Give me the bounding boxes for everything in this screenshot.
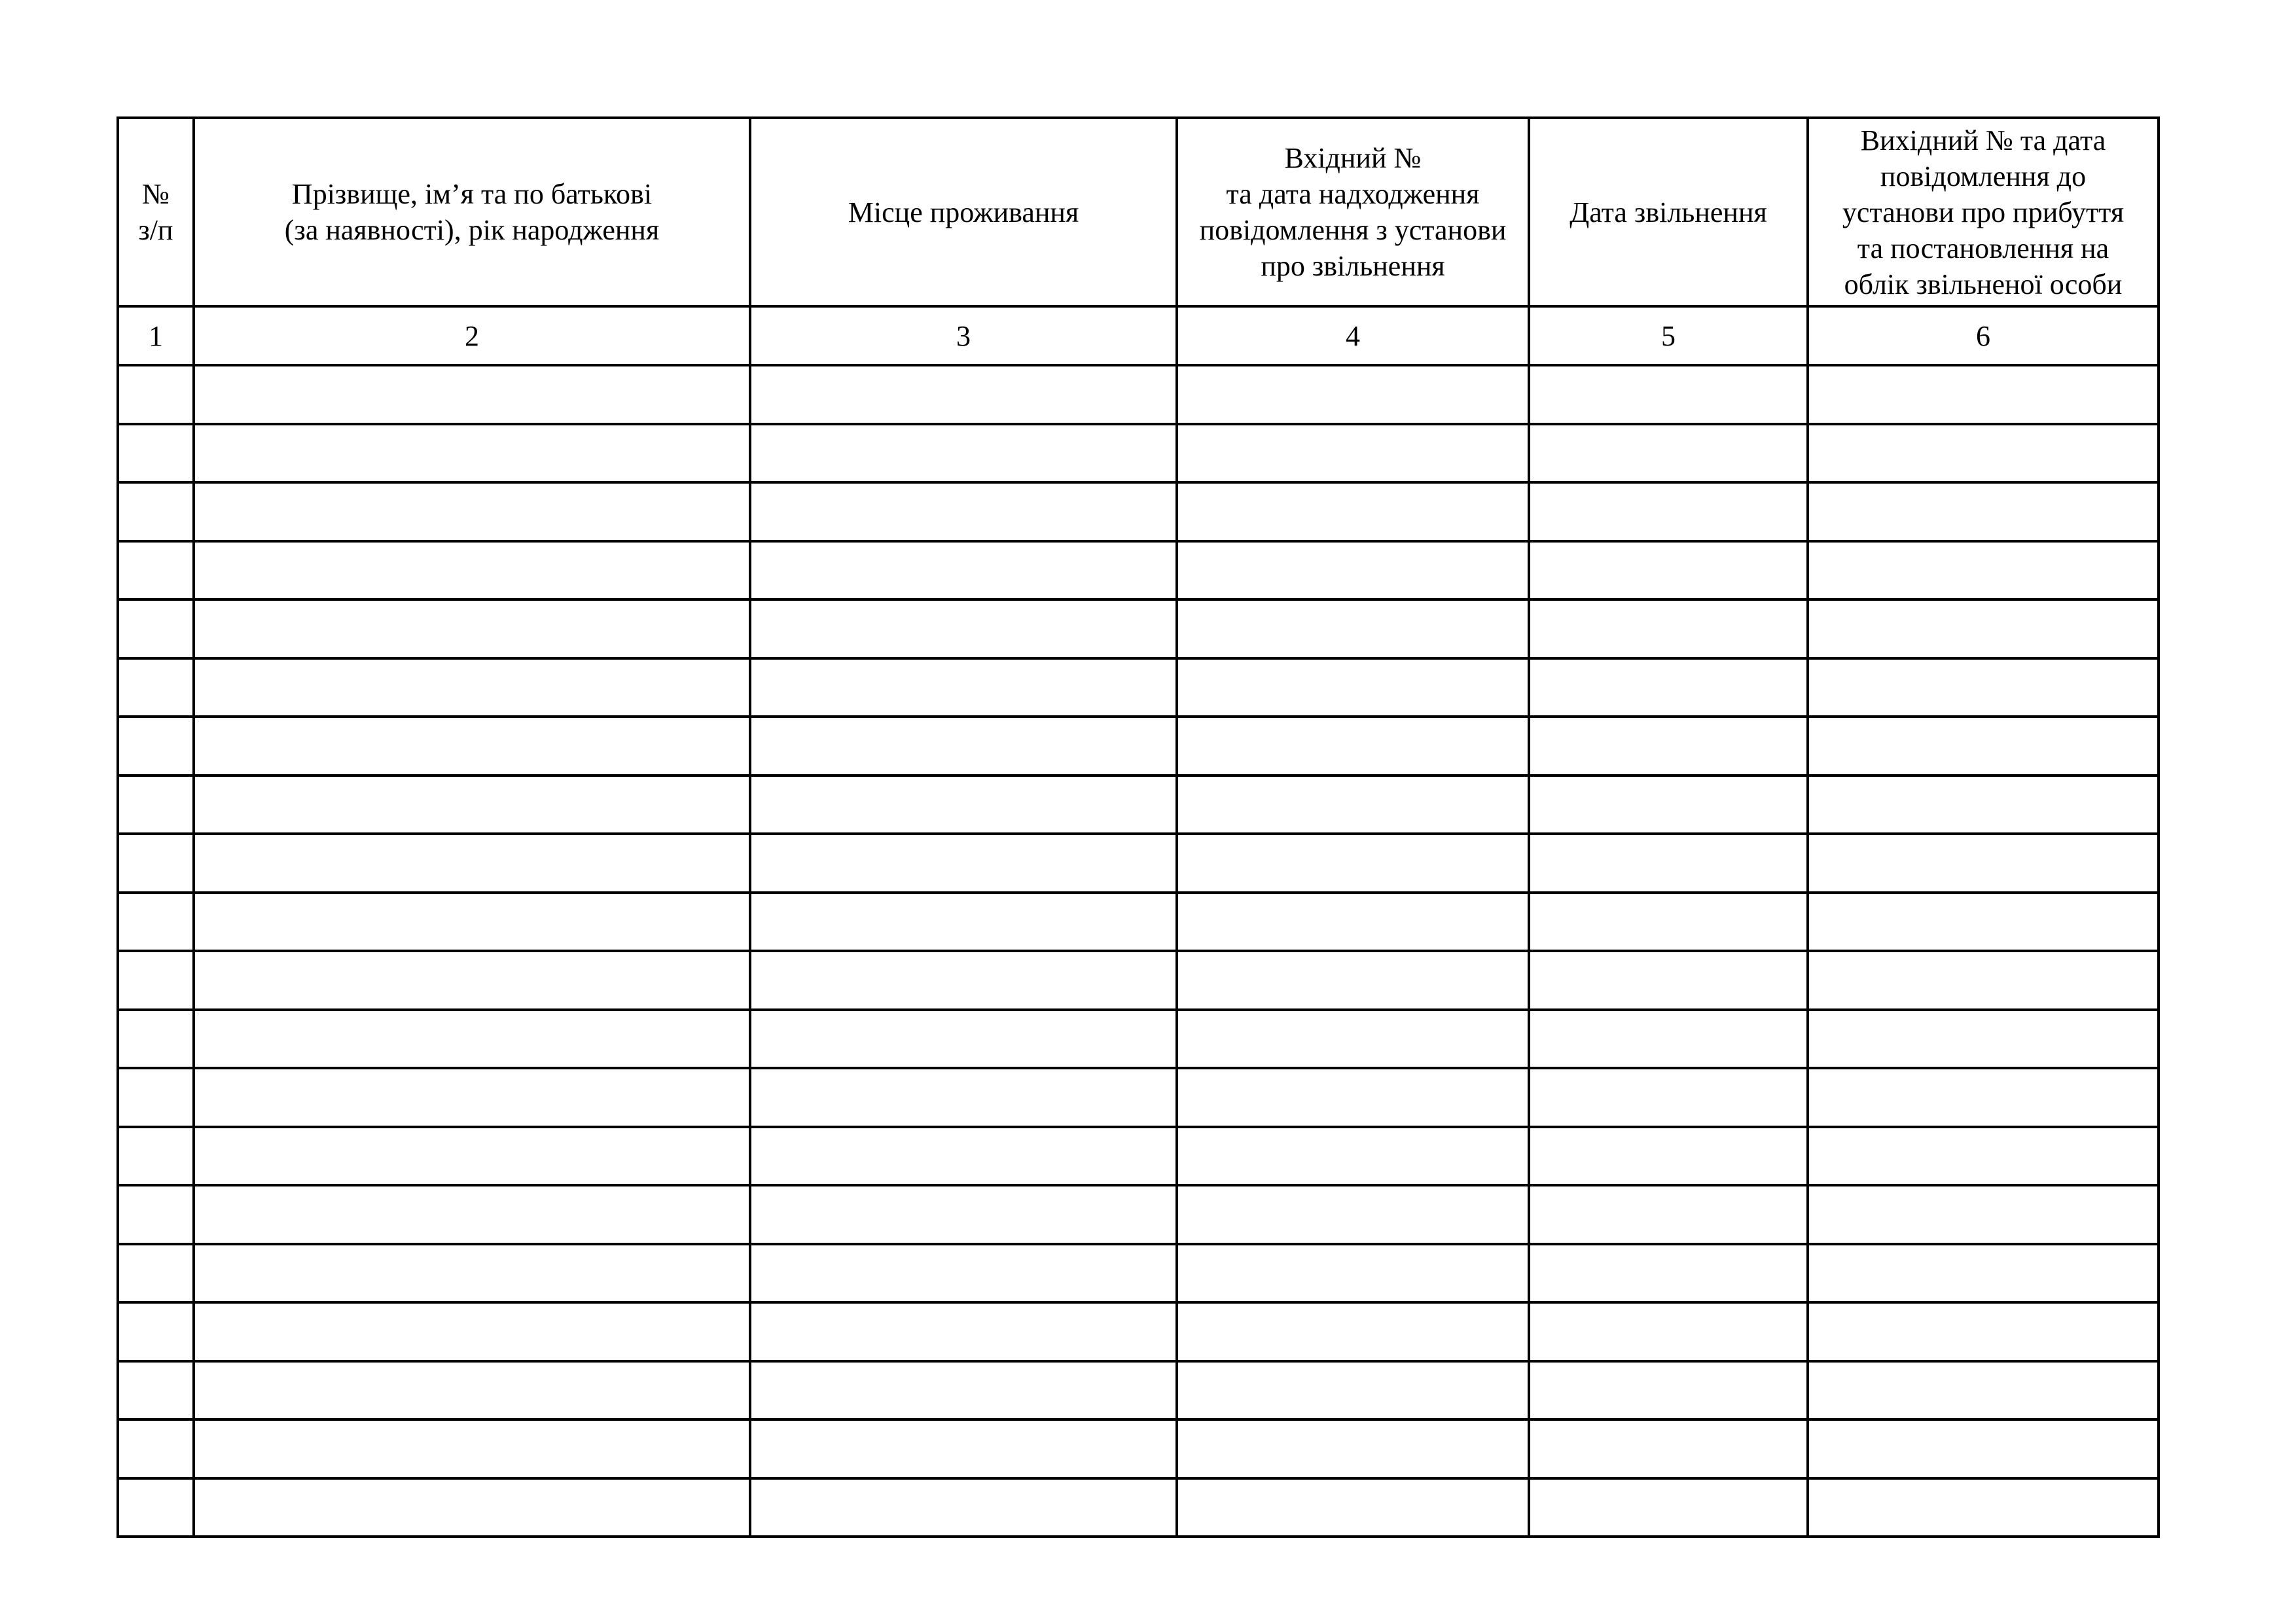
table-cell[interactable] [1177,1361,1529,1420]
table-cell[interactable] [1808,717,2159,776]
header-cell-outgoing-notice: Вихідний № та дата повідомлення до установи про прибуття та постановлення на облік звільненої особи [1808,118,2159,306]
table-row [118,1010,2159,1069]
table-cell[interactable] [1529,658,1808,717]
table-row [118,541,2159,600]
table-cell[interactable] [1808,834,2159,893]
table-cell[interactable] [750,541,1177,600]
table-cell[interactable] [194,1244,750,1303]
table-cell[interactable] [194,1010,750,1069]
table-cell[interactable] [1177,834,1529,893]
table-cell[interactable] [1529,951,1808,1010]
table-cell[interactable] [1177,1127,1529,1186]
table-cell[interactable] [750,365,1177,424]
table-cell[interactable] [1529,1419,1808,1478]
table-cell[interactable] [1529,1068,1808,1127]
table-cell[interactable] [1529,541,1808,600]
table-row [118,1361,2159,1420]
table-cell[interactable] [1808,658,2159,717]
table-cell[interactable] [1808,893,2159,952]
table-cell[interactable] [118,1185,194,1244]
table-cell[interactable] [1808,1068,2159,1127]
table-cell[interactable] [1808,1244,2159,1303]
table-cell[interactable] [750,424,1177,483]
header-cell-number: № з/п [118,118,194,306]
table-cell[interactable] [1177,365,1529,424]
table-cell[interactable] [1529,482,1808,541]
table-cell[interactable] [750,1419,1177,1478]
table-row [118,658,2159,717]
table-cell[interactable] [1529,776,1808,834]
table-cell[interactable] [1529,1302,1808,1361]
table-cell[interactable] [194,1185,750,1244]
table-cell[interactable] [194,365,750,424]
table-cell[interactable] [118,1361,194,1420]
table-cell[interactable] [1808,541,2159,600]
table-cell[interactable] [1177,1302,1529,1361]
table-cell[interactable] [118,893,194,952]
table-cell[interactable] [194,424,750,483]
table-cell[interactable] [118,1127,194,1186]
table-cell[interactable] [1808,482,2159,541]
table-cell[interactable] [750,1244,1177,1303]
table-cell[interactable] [118,1244,194,1303]
table-cell[interactable] [1177,1244,1529,1303]
table-cell[interactable] [1529,1127,1808,1186]
header-cell-release-date: Дата звільнення [1529,118,1808,306]
column-number: 5 [1529,306,1808,365]
column-number: 2 [194,306,750,365]
table-cell[interactable] [194,1478,750,1537]
table-cell[interactable] [194,482,750,541]
column-number: 4 [1177,306,1529,365]
table-cell[interactable] [750,599,1177,658]
table-row [118,893,2159,952]
table-cell[interactable] [118,951,194,1010]
table-cell[interactable] [1808,951,2159,1010]
table-cell[interactable] [1529,834,1808,893]
table-row [118,1185,2159,1244]
table-cell[interactable] [118,365,194,424]
table-cell[interactable] [1177,951,1529,1010]
table-cell[interactable] [1177,893,1529,952]
form-sheet [117,116,2160,1538]
table-cell[interactable] [750,776,1177,834]
table-row [118,424,2159,483]
table-cell[interactable] [118,1010,194,1069]
header-cell-full-name: Прізвище, ім’я та по батькові (за наявності), рік народження [194,118,750,306]
table-cell[interactable] [750,658,1177,717]
table-row [118,1419,2159,1478]
table-cell[interactable] [118,717,194,776]
table-cell[interactable] [750,1478,1177,1537]
table-cell[interactable] [1808,1361,2159,1420]
table-cell[interactable] [1808,1127,2159,1186]
table-cell[interactable] [1177,658,1529,717]
table-row [118,834,2159,893]
table-cell[interactable] [1177,776,1529,834]
table-row [118,951,2159,1010]
table-cell[interactable] [118,1419,194,1478]
table-cell[interactable] [118,1478,194,1537]
table-cell[interactable] [1529,717,1808,776]
column-number: 6 [1808,306,2159,365]
table-cell[interactable] [118,834,194,893]
table-cell[interactable] [194,951,750,1010]
table-cell[interactable] [750,893,1177,952]
table-cell[interactable] [1177,1068,1529,1127]
column-number-row [118,306,2159,365]
table-cell[interactable] [1808,1010,2159,1069]
header-row [118,118,2159,306]
table-cell[interactable] [118,599,194,658]
table-cell[interactable] [1177,541,1529,600]
table-cell[interactable] [1808,1185,2159,1244]
header-cell-incoming-notice: Вхідний № та дата надходження повідомлення з установи про звільнення [1177,118,1529,306]
table-cell[interactable] [1529,1185,1808,1244]
table-cell[interactable] [1529,1478,1808,1537]
table-cell[interactable] [750,1185,1177,1244]
table-cell[interactable] [118,424,194,483]
table-cell[interactable] [750,1010,1177,1069]
table-row [118,717,2159,776]
table-row [118,1302,2159,1361]
table-cell[interactable] [1808,599,2159,658]
table-cell[interactable] [1808,1302,2159,1361]
table-cell[interactable] [1808,1478,2159,1537]
table-cell[interactable] [194,1361,750,1420]
table-cell[interactable] [1808,365,2159,424]
table-cell[interactable] [194,776,750,834]
column-number: 3 [750,306,1177,365]
table-cell[interactable] [194,1419,750,1478]
table-cell[interactable] [1529,1244,1808,1303]
table-cell[interactable] [750,1302,1177,1361]
table-cell[interactable] [1529,1010,1808,1069]
table-cell[interactable] [750,1127,1177,1186]
table-cell[interactable] [1529,365,1808,424]
table-cell[interactable] [1529,893,1808,952]
table-cell[interactable] [118,482,194,541]
table-cell[interactable] [1177,1419,1529,1478]
table-cell[interactable] [194,717,750,776]
table-cell[interactable] [118,776,194,834]
table-cell[interactable] [118,1068,194,1127]
table-cell[interactable] [1529,1361,1808,1420]
table-row [118,365,2159,424]
table-cell[interactable] [1177,1010,1529,1069]
table-cell[interactable] [750,951,1177,1010]
header-cell-residence: Місце проживання [750,118,1177,306]
table-cell[interactable] [194,1302,750,1361]
register-body [118,365,2159,1537]
table-row [118,482,2159,541]
table-cell[interactable] [1808,1419,2159,1478]
table-cell[interactable] [1529,424,1808,483]
column-number: 1 [118,306,194,365]
table-cell[interactable] [750,834,1177,893]
table-cell[interactable] [194,599,750,658]
table-cell[interactable] [1529,599,1808,658]
table-row [118,599,2159,658]
table-cell[interactable] [750,482,1177,541]
table-cell[interactable] [194,834,750,893]
table-cell[interactable] [750,717,1177,776]
table-cell[interactable] [194,658,750,717]
table-cell[interactable] [1808,424,2159,483]
table-row [118,1068,2159,1127]
table-cell[interactable] [1177,1478,1529,1537]
table-cell[interactable] [194,893,750,952]
table-cell[interactable] [118,1302,194,1361]
table-cell[interactable] [750,1361,1177,1420]
table-row [118,1478,2159,1537]
table-cell[interactable] [1177,1185,1529,1244]
table-cell[interactable] [1177,717,1529,776]
table-row [118,776,2159,834]
table-cell[interactable] [1808,776,2159,834]
table-cell[interactable] [194,1127,750,1186]
table-cell[interactable] [194,1068,750,1127]
table-row [118,1127,2159,1186]
table-cell[interactable] [1177,599,1529,658]
table-cell[interactable] [1177,424,1529,483]
table-cell[interactable] [194,541,750,600]
table-cell[interactable] [118,658,194,717]
release-register-table [117,116,2160,1538]
table-cell[interactable] [118,541,194,600]
table-cell[interactable] [1177,482,1529,541]
table-row [118,1244,2159,1303]
table-cell[interactable] [750,1068,1177,1127]
